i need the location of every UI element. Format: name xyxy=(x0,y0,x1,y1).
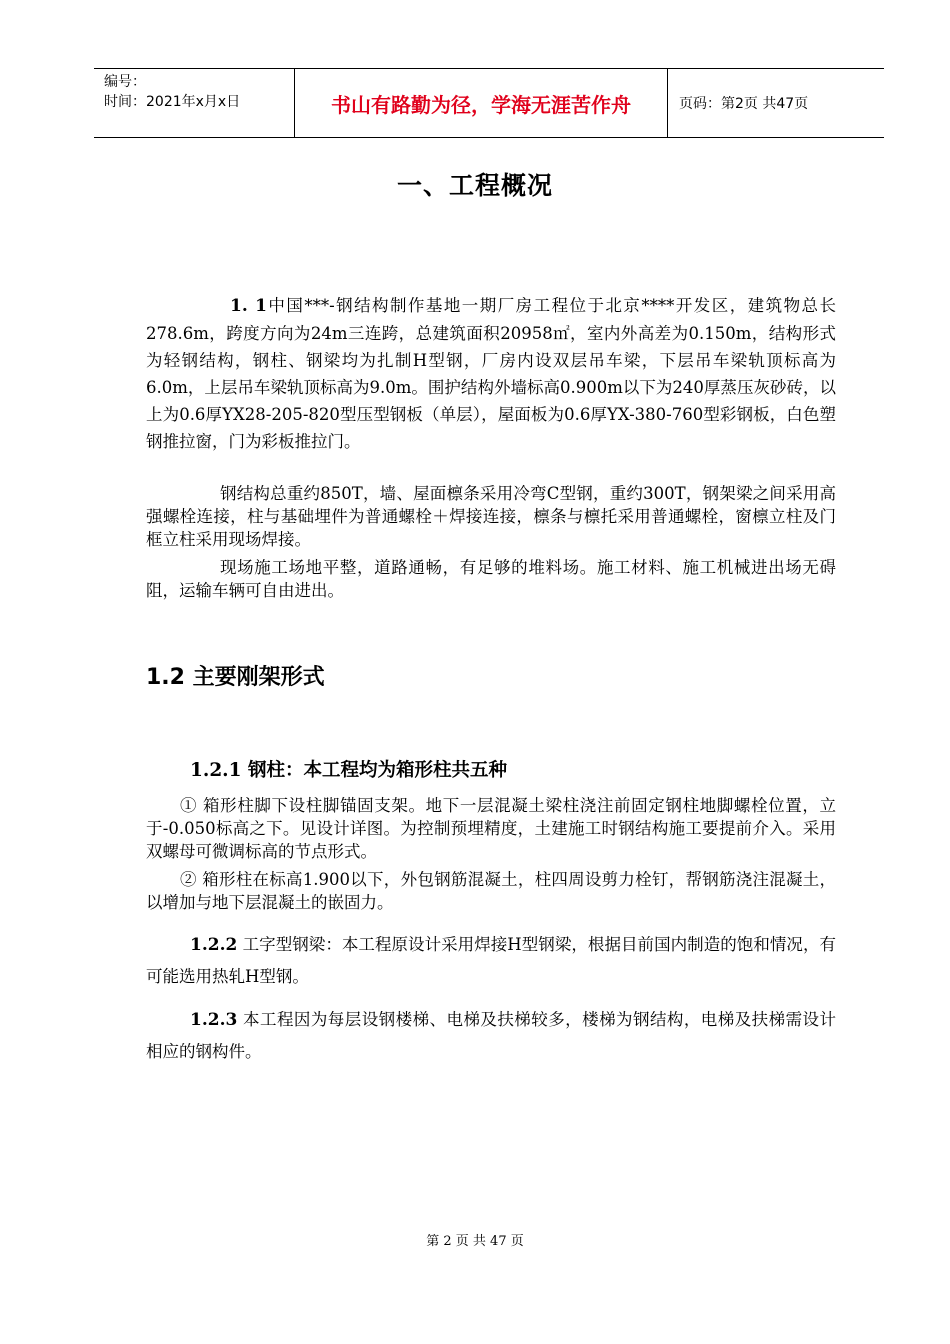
page-header xyxy=(94,68,884,138)
paragraph-1-1-text: 中国***-钢结构制作基地一期厂房工程位于北京****开发区，建筑物总长278.6m，跨度方向为24m三连跨，总建筑面积20958㎡，室内外高差为0.150m，结构形式为轻钢结构，钢柱、钢梁均为扎制H型钢，厂房内设双层吊车梁，下层吊车梁轨顶标高为6.0m，上层吊车梁轨顶标高为9.0m。围护结构外墙标高0.900m以下为240厚蒸压灰砂砖，以上为0.6厚YX28-205-820型压型钢板（单层），屋面板为0.6厚YX-380-760型彩钢板，白色塑钢推拉窗，门为彩板推拉门。 xyxy=(146,296,836,451)
paragraph-1-2-2 xyxy=(146,929,836,993)
page-title: 一、工程概况 xyxy=(396,171,553,200)
document-time-label: 时间：2021年x月x日 xyxy=(104,94,241,110)
paragraph-1-1 xyxy=(146,292,836,455)
paragraph-1-2-3-text: 本工程因为每层设钢楼梯、电梯及扶梯较多，楼梯为钢结构，电梯及扶梯需设计相应的钢构件。 xyxy=(146,1010,836,1061)
section-number-1-2-3: 1.2.3 xyxy=(190,1010,238,1030)
document-number-label: 编号： xyxy=(104,74,146,90)
section-number-1-2-2: 1.2.2 xyxy=(190,935,238,955)
page-footer: 第 2 页 共 47 页 xyxy=(426,1234,524,1249)
header-page-info: 页码：第2页 共47页 xyxy=(679,96,809,112)
section-heading-1-2: 1.2 主要刚架形式 xyxy=(146,665,325,690)
paragraph-column-encased: ② 箱形柱在标高1.900以下，外包钢筋混凝土，柱四周设剪力栓钉，帮钢筋浇注混凝土，以增加与地下层混凝土的嵌固力。 xyxy=(146,870,836,912)
header-motto-cell xyxy=(295,69,668,137)
paragraph-column-base: ① 箱形柱脚下设柱脚锚固支架。地下一层混凝土梁柱浇注前固定钢柱地脚螺栓位置，立于-0.050标高之下。见设计详图。为控制预埋精度，土建施工时钢结构施工要提前介入。采用双螺母可微调标高的节点形式。 xyxy=(146,796,836,861)
header-meta-cell xyxy=(94,69,295,137)
section-heading-1-2-1: 1.2.1 钢柱：本工程均为箱形柱共五种 xyxy=(190,760,507,781)
section-number-1-1: 1. 1 xyxy=(230,296,267,316)
header-motto: 书山有路勤为径，学海无涯苦作舟 xyxy=(331,92,631,117)
header-page-cell xyxy=(668,69,884,137)
paragraph-1-2-2-text: 工字型钢梁：本工程原设计采用焊接H型钢梁，根据目前国内制造的饱和情况，有可能选用热轧H型钢。 xyxy=(146,935,836,986)
paragraph-steel-weight: 钢结构总重约850T，墙、屋面檩条采用冷弯C型钢，重约300T，钢架梁之间采用高强螺栓连接，柱与基础埋件为普通螺栓＋焊接连接，檩条与檩托采用普通螺栓，窗檩立柱及门框立柱采用现场焊接。 xyxy=(146,484,836,549)
paragraph-1-2-3 xyxy=(146,1004,836,1068)
paragraph-site: 现场施工场地平整，道路通畅，有足够的堆料场。施工材料、施工机械进出场无碍阻，运输车辆可自由进出。 xyxy=(146,558,836,600)
